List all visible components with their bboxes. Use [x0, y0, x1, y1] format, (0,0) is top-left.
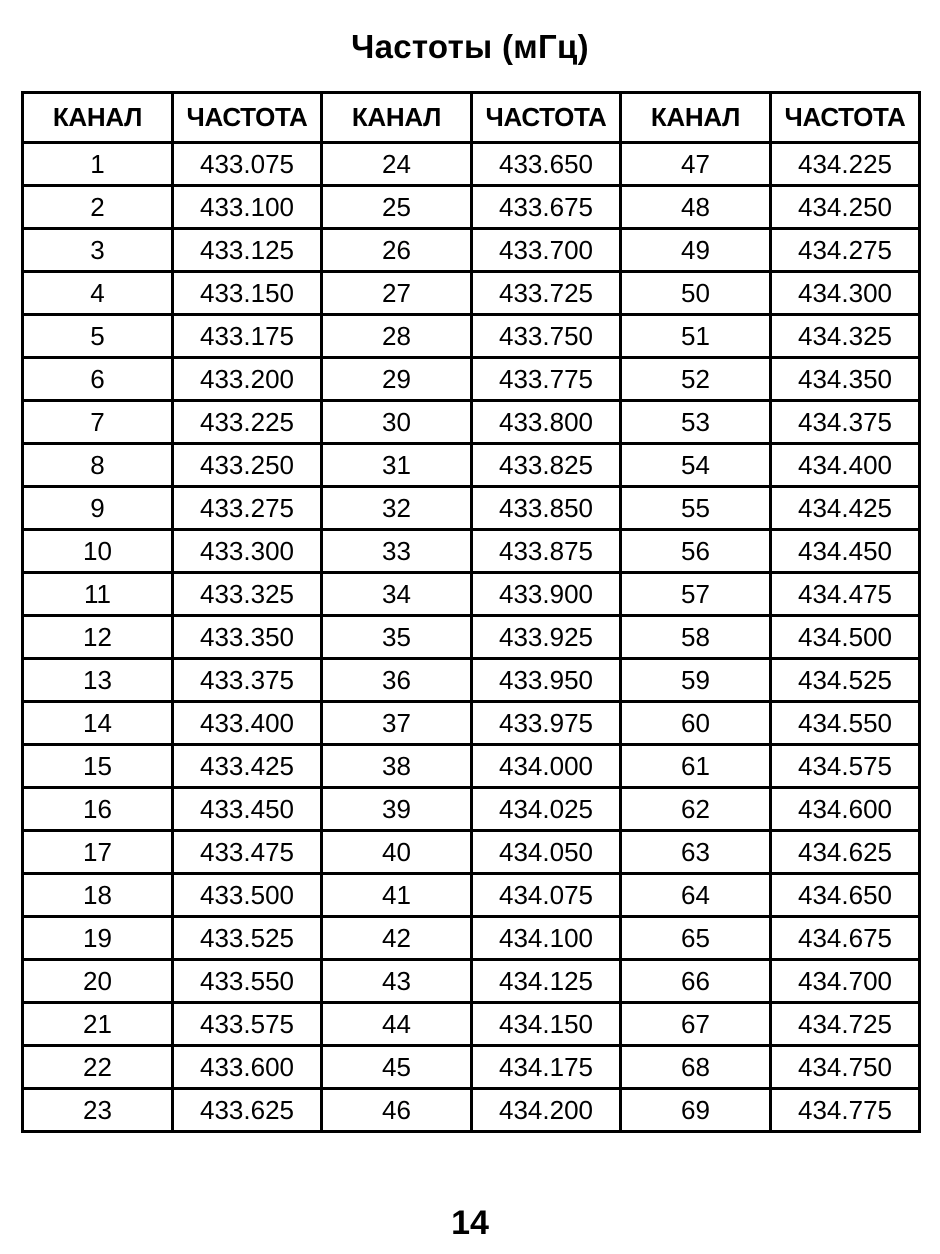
frequency-table: [21, 91, 921, 1133]
table-row: [23, 788, 920, 831]
table-row: [23, 229, 920, 272]
channel-cell: 25: [322, 186, 472, 229]
frequency-cell: 434.400: [771, 444, 920, 487]
frequency-cell: 433.550: [173, 960, 322, 1003]
frequency-cell: 434.300: [771, 272, 920, 315]
table-row: [23, 1089, 920, 1132]
frequency-cell: 434.125: [472, 960, 621, 1003]
frequency-cell: 433.525: [173, 917, 322, 960]
frequency-cell: 433.725: [472, 272, 621, 315]
table-row: [23, 702, 920, 745]
table-row: [23, 315, 920, 358]
frequency-cell: 433.225: [173, 401, 322, 444]
channel-cell: 64: [621, 874, 771, 917]
frequency-cell: 434.050: [472, 831, 621, 874]
channel-cell: 11: [23, 573, 173, 616]
channel-cell: 57: [621, 573, 771, 616]
channel-cell: 22: [23, 1046, 173, 1089]
frequency-cell: 433.075: [173, 143, 322, 186]
channel-cell: 43: [322, 960, 472, 1003]
channel-cell: 35: [322, 616, 472, 659]
column-header-channel: КАНАЛ: [322, 93, 472, 143]
channel-cell: 38: [322, 745, 472, 788]
channel-cell: 50: [621, 272, 771, 315]
frequency-cell: 433.475: [173, 831, 322, 874]
frequency-cell: 434.475: [771, 573, 920, 616]
channel-cell: 66: [621, 960, 771, 1003]
channel-cell: 58: [621, 616, 771, 659]
frequency-cell: 434.325: [771, 315, 920, 358]
frequency-cell: 433.575: [173, 1003, 322, 1046]
frequency-cell: 434.100: [472, 917, 621, 960]
frequency-cell: 434.675: [771, 917, 920, 960]
frequency-cell: 434.275: [771, 229, 920, 272]
channel-cell: 45: [322, 1046, 472, 1089]
channel-cell: 8: [23, 444, 173, 487]
channel-cell: 7: [23, 401, 173, 444]
frequency-cell: 433.250: [173, 444, 322, 487]
frequency-cell: 434.500: [771, 616, 920, 659]
column-header-frequency: ЧАСТОТА: [771, 93, 920, 143]
table-row: [23, 272, 920, 315]
channel-cell: 21: [23, 1003, 173, 1046]
frequency-cell: 433.450: [173, 788, 322, 831]
channel-cell: 6: [23, 358, 173, 401]
column-header-channel: КАНАЛ: [23, 93, 173, 143]
frequency-cell: 433.350: [173, 616, 322, 659]
frequency-cell: 433.975: [472, 702, 621, 745]
table-row: [23, 831, 920, 874]
frequency-cell: 434.225: [771, 143, 920, 186]
channel-cell: 54: [621, 444, 771, 487]
frequency-cell: 433.600: [173, 1046, 322, 1089]
channel-cell: 4: [23, 272, 173, 315]
channel-cell: 47: [621, 143, 771, 186]
channel-cell: 1: [23, 143, 173, 186]
frequency-cell: 434.750: [771, 1046, 920, 1089]
page-number: 14: [451, 1204, 489, 1242]
channel-cell: 48: [621, 186, 771, 229]
frequency-cell: 433.300: [173, 530, 322, 573]
channel-cell: 18: [23, 874, 173, 917]
channel-cell: 40: [322, 831, 472, 874]
channel-cell: 30: [322, 401, 472, 444]
channel-cell: 24: [322, 143, 472, 186]
frequency-cell: 434.725: [771, 1003, 920, 1046]
channel-cell: 42: [322, 917, 472, 960]
frequency-cell: 433.800: [472, 401, 621, 444]
channel-cell: 52: [621, 358, 771, 401]
channel-cell: 34: [322, 573, 472, 616]
table-row: [23, 1003, 920, 1046]
table-row: [23, 960, 920, 1003]
table-row: [23, 573, 920, 616]
frequency-cell: 433.400: [173, 702, 322, 745]
frequency-cell: 434.375: [771, 401, 920, 444]
channel-cell: 16: [23, 788, 173, 831]
channel-cell: 31: [322, 444, 472, 487]
frequency-cell: 434.600: [771, 788, 920, 831]
table-row: [23, 487, 920, 530]
channel-cell: 65: [621, 917, 771, 960]
frequency-cell: 434.525: [771, 659, 920, 702]
channel-cell: 37: [322, 702, 472, 745]
table-body: [23, 143, 920, 1132]
channel-cell: 10: [23, 530, 173, 573]
frequency-cell: 433.850: [472, 487, 621, 530]
channel-cell: 51: [621, 315, 771, 358]
frequency-cell: 433.825: [472, 444, 621, 487]
table-header-row: [23, 93, 920, 143]
frequency-cell: 434.175: [472, 1046, 621, 1089]
column-header-frequency: ЧАСТОТА: [173, 93, 322, 143]
frequency-cell: 433.150: [173, 272, 322, 315]
table-row: [23, 401, 920, 444]
channel-cell: 63: [621, 831, 771, 874]
frequency-cell: 433.775: [472, 358, 621, 401]
frequency-cell: 434.575: [771, 745, 920, 788]
channel-cell: 3: [23, 229, 173, 272]
frequency-cell: 434.200: [472, 1089, 621, 1132]
channel-cell: 5: [23, 315, 173, 358]
frequency-cell: 433.325: [173, 573, 322, 616]
channel-cell: 41: [322, 874, 472, 917]
frequency-cell: 433.875: [472, 530, 621, 573]
frequency-cell: 434.550: [771, 702, 920, 745]
channel-cell: 56: [621, 530, 771, 573]
channel-cell: 9: [23, 487, 173, 530]
table-row: [23, 1046, 920, 1089]
channel-cell: 17: [23, 831, 173, 874]
channel-cell: 26: [322, 229, 472, 272]
frequency-cell: 433.950: [472, 659, 621, 702]
table-row: [23, 186, 920, 229]
channel-cell: 13: [23, 659, 173, 702]
frequency-cell: 434.425: [771, 487, 920, 530]
frequency-cell: 433.500: [173, 874, 322, 917]
frequency-cell: 434.000: [472, 745, 621, 788]
channel-cell: 59: [621, 659, 771, 702]
channel-cell: 46: [322, 1089, 472, 1132]
channel-cell: 2: [23, 186, 173, 229]
frequency-cell: 433.125: [173, 229, 322, 272]
page-title: Частоты (мГц): [351, 28, 589, 65]
table-row: [23, 874, 920, 917]
table-row: [23, 358, 920, 401]
table-row: [23, 659, 920, 702]
frequency-cell: 433.700: [472, 229, 621, 272]
frequency-cell: 433.275: [173, 487, 322, 530]
frequency-cell: 434.250: [771, 186, 920, 229]
channel-cell: 44: [322, 1003, 472, 1046]
channel-cell: 60: [621, 702, 771, 745]
channel-cell: 61: [621, 745, 771, 788]
channel-cell: 15: [23, 745, 173, 788]
channel-cell: 19: [23, 917, 173, 960]
frequency-cell: 433.425: [173, 745, 322, 788]
channel-cell: 32: [322, 487, 472, 530]
column-header-frequency: ЧАСТОТА: [472, 93, 621, 143]
channel-cell: 39: [322, 788, 472, 831]
channel-cell: 28: [322, 315, 472, 358]
frequency-cell: 434.075: [472, 874, 621, 917]
frequency-cell: 434.350: [771, 358, 920, 401]
frequency-cell: 434.150: [472, 1003, 621, 1046]
channel-cell: 49: [621, 229, 771, 272]
channel-cell: 53: [621, 401, 771, 444]
frequency-cell: 433.925: [472, 616, 621, 659]
frequency-cell: 434.625: [771, 831, 920, 874]
frequency-cell: 434.450: [771, 530, 920, 573]
frequency-cell: 433.200: [173, 358, 322, 401]
frequency-cell: 434.775: [771, 1089, 920, 1132]
channel-cell: 33: [322, 530, 472, 573]
channel-cell: 62: [621, 788, 771, 831]
channel-cell: 14: [23, 702, 173, 745]
channel-cell: 69: [621, 1089, 771, 1132]
frequency-cell: 433.175: [173, 315, 322, 358]
frequency-cell: 433.650: [472, 143, 621, 186]
table-row: [23, 616, 920, 659]
table-row: [23, 530, 920, 573]
frequency-cell: 433.100: [173, 186, 322, 229]
channel-cell: 12: [23, 616, 173, 659]
frequency-cell: 434.700: [771, 960, 920, 1003]
frequency-cell: 434.025: [472, 788, 621, 831]
channel-cell: 29: [322, 358, 472, 401]
table-row: [23, 917, 920, 960]
frequency-cell: 434.650: [771, 874, 920, 917]
channel-cell: 55: [621, 487, 771, 530]
table-row: [23, 143, 920, 186]
channel-cell: 23: [23, 1089, 173, 1132]
frequency-cell: 433.750: [472, 315, 621, 358]
frequency-cell: 433.675: [472, 186, 621, 229]
channel-cell: 20: [23, 960, 173, 1003]
channel-cell: 68: [621, 1046, 771, 1089]
channel-cell: 67: [621, 1003, 771, 1046]
channel-cell: 36: [322, 659, 472, 702]
table-row: [23, 745, 920, 788]
channel-cell: 27: [322, 272, 472, 315]
frequency-cell: 433.900: [472, 573, 621, 616]
column-header-channel: КАНАЛ: [621, 93, 771, 143]
table-row: [23, 444, 920, 487]
frequency-cell: 433.375: [173, 659, 322, 702]
frequency-cell: 433.625: [173, 1089, 322, 1132]
